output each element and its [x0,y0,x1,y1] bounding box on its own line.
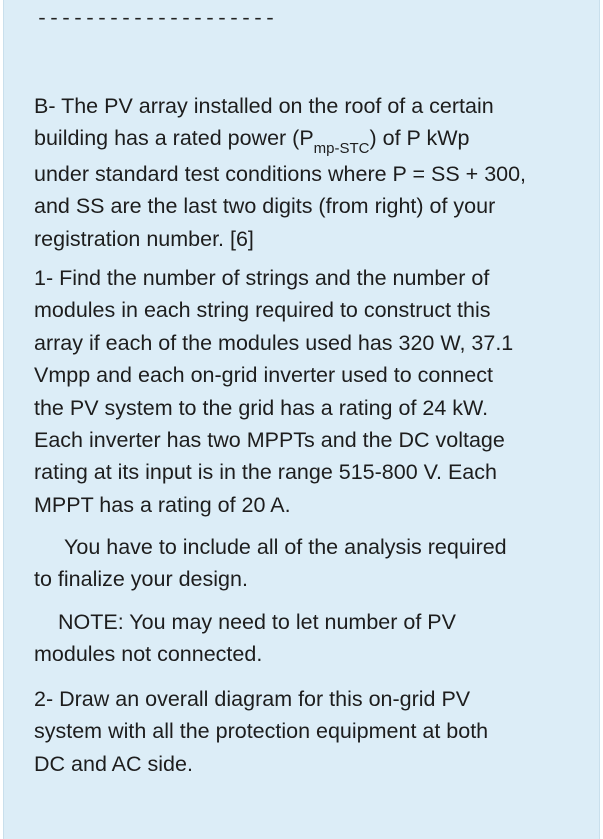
part-b-line-3: under standard test conditions where P = SS + 300, [34,161,527,186]
q2-line: system with all the protection equipment at both [34,719,489,744]
analysis-line: to finalize your design. [34,567,248,592]
q1-line: MPPT has a rating of 20 A. [34,492,291,517]
part-b-line-1: B- The PV array installed on the roof of a certain [34,94,494,118]
q1-line: rating at its input is in the range 515-800 V. Each [34,460,497,485]
question-panel [3,0,600,839]
analysis-line: You have to include all of the analysis required [64,535,507,559]
separator-line: -------------------- [36,8,277,31]
analysis-paragraph [34,531,594,596]
q1-line: modules in each string required to construct this [34,298,491,323]
q1-line: array if each of the modules used has 320 W, 37.1 [34,330,514,355]
rated-power-text: building has a rated power (P [34,126,314,151]
note-line: NOTE: You may need to let number of PV [58,610,456,634]
part-b-line-2 [34,122,594,157]
note-paragraph [34,606,594,671]
q1-line: Vmpp and each on-grid inverter used to connect [34,363,493,388]
q1-line: Each inverter has two MPPTs and the DC voltage [34,428,505,453]
q2-line: DC and AC side. [34,751,193,776]
q1-line: 1- Find the number of strings and the number of [34,266,490,290]
part-b-line-5: registration number. [6] [34,226,254,251]
part-b-line-4: and SS are the last two digits (from right) of your [34,194,496,219]
subscript-mp-stc: mp-STC [313,140,370,158]
q1-line: the PV system to the grid has a rating of 24 kW. [34,395,489,420]
question-1-paragraph [34,262,594,521]
note-line: modules not connected. [34,642,263,667]
rated-power-unit: ) of P kWp [369,126,470,151]
question-2-paragraph [34,683,594,780]
part-b-paragraph [34,90,594,255]
q2-line: 2- Draw an overall diagram for this on-grid PV [34,687,471,711]
